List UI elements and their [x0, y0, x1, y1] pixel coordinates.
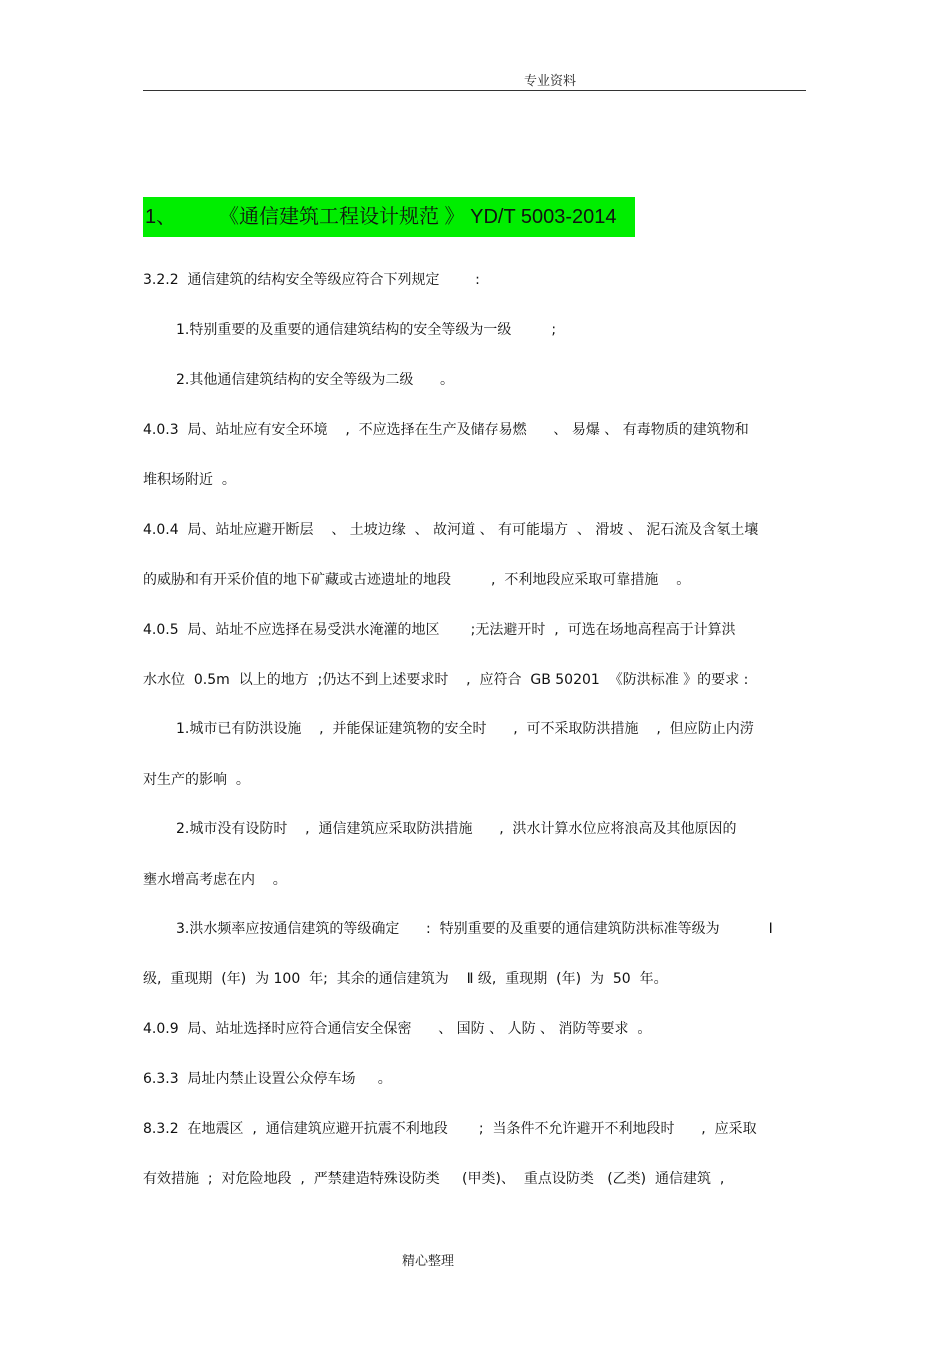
clause-8-3-2-cont: 有效措施 ; 对危险地段 , 严禁建造特殊设防类 (甲类)、 重点设防类 (乙类) 通信建筑 , [143, 1171, 725, 1187]
clause-4-0-3: 4.0.3 局、站址应有安全环境 , 不应选择在生产及储存易燃 、 易爆 、 有毒物质的建筑物和 [143, 422, 749, 438]
clause-4-0-5-cont: 水水位 0.5m 以上的地方 ;仍达不到上述要求时 , 应符合 GB 50201 《防洪标准 》的要求 : [143, 672, 749, 688]
clause-4-0-5-item-1-cont: 对生产的影响 。 [143, 772, 250, 788]
clause-4-0-5: 4.0.5 局、站址不应选择在易受洪水淹灌的地区 ;无法避开时 , 可选在场地高程高于计算洪 [143, 622, 736, 638]
clause-4-0-5-item-3-cont: 级, 重现期 (年) 为 100 年; 其余的通信建筑为 Ⅱ 级, 重现期 (年) 为 50 年。 [143, 971, 668, 987]
clause-6-3-3: 6.3.3 局址内禁止设置公众停车场 。 [143, 1071, 392, 1087]
clause-4-0-5-item-3: 3.洪水频率应按通信建筑的等级确定 : 特别重要的及重要的通信建筑防洪标准等级为 Ⅰ [176, 921, 773, 937]
clause-3-2-2-item-1: 1.特别重要的及重要的通信建筑结构的安全等级为一级 ; [176, 322, 557, 338]
section-title-text: 《通信建筑工程设计规范 》 YD/T 5003-2014 [219, 206, 617, 228]
clause-3-2-2-item-2: 2.其他通信建筑结构的安全等级为二级 。 [176, 372, 455, 388]
clause-4-0-9: 4.0.9 局、站址选择时应符合通信安全保密 、 国防 、 人防 、 消防等要求 。 [143, 1021, 652, 1037]
clause-4-0-4-cont: 的威胁和有开采价值的地下矿藏或古迹遗址的地段 , 不利地段应采取可靠措施 。 [143, 572, 691, 588]
page-footer-label: 精心整理 [402, 1254, 455, 1269]
page-header-label: 专业资料 [524, 74, 577, 89]
clause-4-0-4: 4.0.4 局、站址应避开断层 、 土坡边缘 、 故河道 、 有可能塌方 、 滑坡 、 泥石流及含氡土壤 [143, 522, 759, 538]
header-divider [143, 90, 806, 91]
section-number: 1、 [145, 206, 177, 228]
clause-4-0-5-item-1: 1.城市已有防洪设施 , 并能保证建筑物的安全时 , 可不采取防洪措施 , 但应防止内涝 [176, 721, 754, 737]
clause-4-0-5-item-2: 2.城市没有设防时 , 通信建筑应采取防洪措施 , 洪水计算水位应将浪高及其他原因的 [176, 821, 737, 837]
section-heading [143, 197, 635, 237]
clause-4-0-3-cont: 堆积场附近 。 [143, 472, 236, 488]
clause-4-0-5-item-2-cont: 壅水增高考虑在内 。 [143, 872, 287, 888]
clause-8-3-2: 8.3.2 在地震区 , 通信建筑应避开抗震不利地段 ; 当条件不允许避开不利地段时 , 应采取 [143, 1121, 757, 1137]
clause-3-2-2: 3.2.2 通信建筑的结构安全等级应符合下列规定 : [143, 272, 480, 288]
